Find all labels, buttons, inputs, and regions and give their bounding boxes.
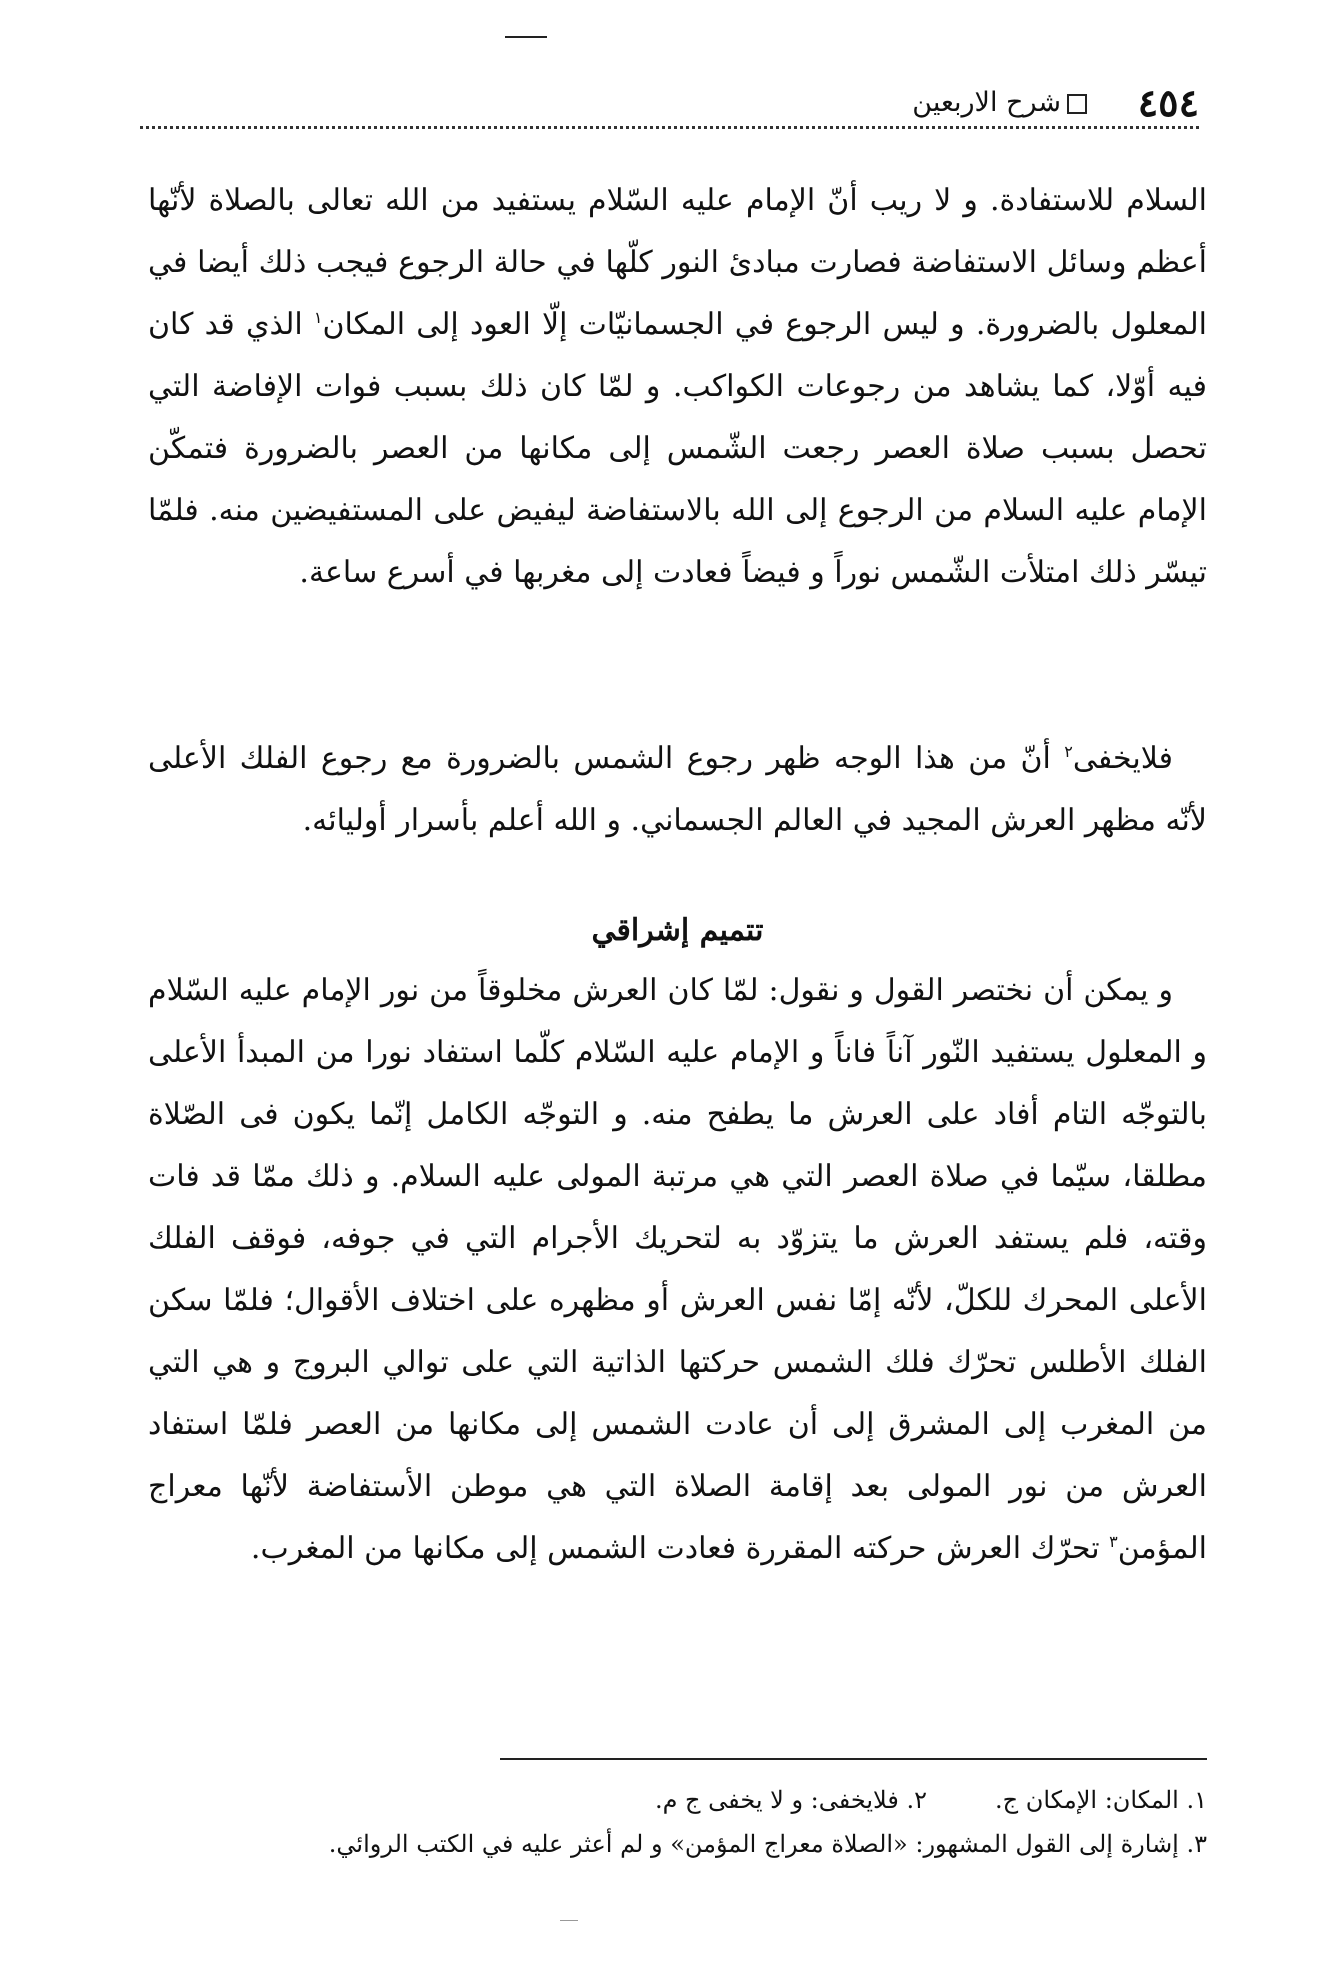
header-box-ornament [1067, 94, 1087, 114]
page-number: ٤٥٤ [1137, 80, 1199, 125]
body-paragraph-1 [148, 170, 1207, 604]
body-paragraph-3 [148, 960, 1207, 1580]
footnote-row [148, 1778, 1207, 1822]
paragraph-text-continued: أنّ من هذا الوجه ظهر رجوع الشمس بالضرورة مع رجوع الفلك الأعلى لأنّه مظهر العرش المجيد في العالم الجسماني. و الله أعلم بأسرار أوليائه. [148, 741, 1207, 838]
body-paragraph-2 [148, 728, 1207, 852]
footnote-marker-2: ٢ [1064, 742, 1073, 761]
footnote-2: ٢. فلايخفى: و لا يخفى ج م. [654, 1786, 927, 1814]
footnote-3: ٣. إشارة إلى القول المشهور: «الصلاة معراج المؤمن» و لم أعثر عليه في الكتب الروائي. [328, 1830, 1207, 1858]
header-dotted-rule [140, 126, 1199, 129]
paragraph-text: السلام للاستفادة. و لا ريب أنّ الإمام عليه السّلام يستفيد من الله تعالى بالصلاة لأنّها أعظم وسائل الاستفاضة فصارت مبادئ النور كلّها في حالة الرجوع فيجب ذلك أيضا في المعلول بالضرورة. و ليس الرجوع في الجسمانيّات إلّا العود إلى المكان [148, 183, 1208, 342]
footnote-marker-1: ١ [313, 308, 323, 327]
paragraph-text-continued: الذي قد كان فيه أوّلا، كما يشاهد من رجوعات الكواكب. و لمّا كان ذلك بسبب فوات الإفاضة التي تحصل بسبب صلاة العصر رجعت الشّمس إلى مكانها من العصر بالضرورة فتمكّن الإمام عليه السلام من الرجوع إلى الله بالاستفاضة ليفيض على المستفيضين منه. فلمّا تيسّر ذلك امتلأت الشّمس نوراً و فيضاً فعادت إلى مغربها في أسرع ساعة. [148, 307, 1207, 590]
paragraph-text: و يمكن أن نختصر القول و نقول: لمّا كان العرش مخلوقاً من نور الإمام عليه السّلام و المعلول يستفيد النّور آناً فاناً و الإمام عليه السّلام كلّما استفاد نورا من المبدأ الأعلى بالتوجّه التام أفاد على العرش ما يطفح منه. و التوجّه الكامل إنّما يكون فى الصّلاة مطلقا، سيّما في صلاة العصر التي هي مرتبة المولى عليه السلام. و ذلك ممّا قد فات وقته، فلم يستفد العرش ما يتزوّد به لتحريك الأجرام التي في جوفه، فوقف الفلك الأعلى المحرك للكلّ، لأنّه إمّا نفس العرش أو مظهره على اختلاف الأقوال؛ فلمّا سكن الفلك الأطلس تحرّك فلك الشمس حركتها الذاتية التي على توالي البروج و هي التي من المغرب إلى المشرق إلى أن عادت الشمس إلى مكانها من العصر فلمّا استفاد العرش من نور المولى بعد إقامة الصلاة التي هي موطن الأستفاضة لأنّها معراج المؤمن [148, 973, 1207, 1566]
footnote-marker-3: ٣ [1109, 1532, 1118, 1551]
footnotes [148, 1778, 1207, 1866]
running-header [140, 78, 1199, 128]
paragraph-text: فلايخفى [1072, 741, 1173, 776]
paragraph-text-continued: تحرّك العرش حركته المقررة فعادت الشمس إلى مكانها من المغرب. [250, 1531, 1110, 1566]
running-title: شرح الاربعين [912, 87, 1061, 118]
footnote-1: ١. المكان: الإمكان ج. [994, 1786, 1207, 1814]
section-heading: تتميم إشراقي [591, 913, 764, 948]
footnote-separator-rule [500, 1758, 1207, 1760]
bottom-margin-mark [560, 1920, 578, 1921]
top-margin-mark [505, 36, 547, 38]
